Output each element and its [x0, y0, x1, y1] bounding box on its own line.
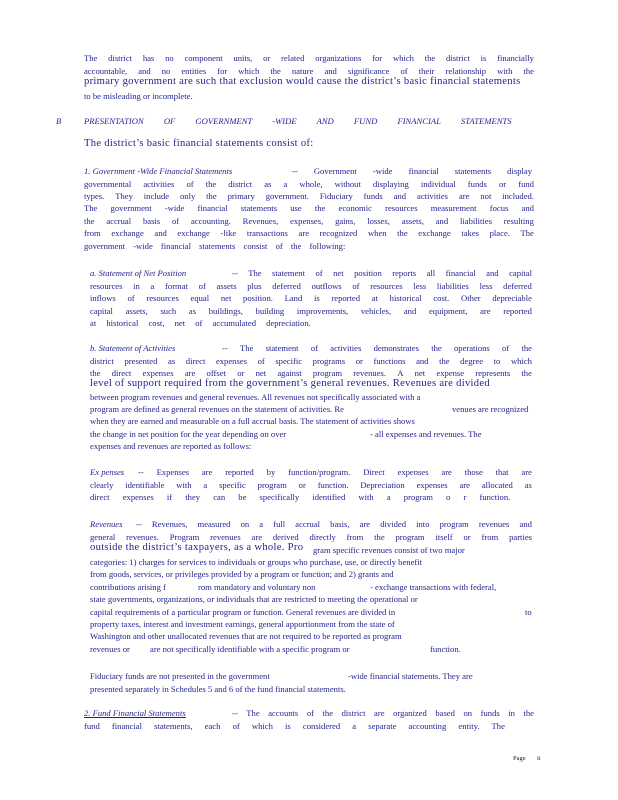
revenues-line-0: -- Revenues, measured on a full accrual basis, are divided into program revenues and	[136, 519, 532, 529]
gov-wide-heading: 1. Government -Wide Financial Statements	[84, 166, 233, 176]
revenues-line-15: are not specifically identifiable with a specific program or	[150, 644, 350, 654]
net-position-line-1: resources in a format of assets plus deferred outflows of resources less liabilities less deferred	[90, 281, 532, 291]
gov-wide-line-2: types. They include only the primary government. Fiduciary funds and activities are not included.	[84, 191, 534, 201]
page-label: Page	[513, 755, 526, 762]
gov-wide-line-3: The government -wide financial statements use the economic resources measurement focus and	[84, 203, 534, 213]
revenues-line-9: state governments, organizations, or individuals that are restricted to meeting the operational or	[90, 594, 418, 604]
activities-line-4: between program revenues and general revenues. All revenues not specifically associated with a	[90, 392, 421, 402]
expenses-heading: Ex penses	[90, 467, 125, 477]
revenues-line-3: gram specific revenues consist of two major	[313, 545, 465, 555]
revenues-line-4: categories: 1) charges for services to individuals or groups who purchase, use, or directly benefit	[90, 557, 423, 567]
gov-wide-line-1: governmental activities of the district as a whole, without displaying individual funds or fund	[84, 179, 534, 189]
section-intro: The district’s basic financial statements consist of:	[84, 138, 314, 149]
gov-wide-line-4: the accrual basis of accounting. Revenues, expenses, gains, losses, assets, and liabilities resulting	[84, 216, 534, 226]
section-heading: PRESENTATION OF GOVERNMENT -WIDE AND FUND FINANCIAL STATEMENTS	[84, 116, 512, 126]
revenues-line-6: contributions arising f	[90, 582, 166, 592]
net-position-line-0: -- The statement of net position reports all financial and capital	[232, 268, 532, 278]
activities-heading: b. Statement of Activities	[90, 343, 176, 353]
expenses-line-0: -- Expenses are reported by function/program. Direct expenses are those that are	[138, 467, 532, 477]
revenues-line-16: function.	[430, 644, 461, 654]
revenues-heading: Revenues	[90, 519, 123, 529]
activities-line-2: the direct expenses are offset or net against program revenues. A net expense represents the	[90, 368, 532, 378]
page-number: ii	[537, 755, 541, 762]
net-position-heading: a. Statement of Net Position	[90, 268, 187, 278]
fiduciary-line-2: presented separately in Schedules 5 and 6 of the fund financial statements.	[90, 684, 346, 694]
net-position-line-4: at historical cost, net of accumulated depreciation.	[90, 318, 311, 328]
fund-line-1: -- The accounts of the district are organized based on funds in the	[232, 708, 534, 718]
fiduciary-line-1b: -wide financial statements. They are	[348, 671, 473, 681]
activities-line-7: when they are earned and measurable on a full accrual basis. The statement of activities shows	[90, 416, 415, 426]
activities-line-9: - all expenses and revenues. The	[370, 429, 482, 439]
revenues-line-8: - exchange transactions with federal,	[370, 582, 497, 592]
revenues-line-14: revenues or	[90, 644, 130, 654]
activities-line-1: district presented as direct expenses of specific programs or functions and the degree to which	[90, 356, 532, 366]
fund-heading: 2. Fund Financial Statements	[84, 708, 186, 718]
gov-wide-line-5: from exchange and exchange -like transactions are recognized when the exchange takes place. The	[84, 228, 534, 238]
revenues-line-7: rom mandatory and voluntary non	[198, 582, 316, 592]
revenues-line-2: outside the district’s taxpayers, as a whole. Pro	[90, 542, 304, 553]
revenues-line-10: capital requirements of a particular program or function. General revenues are divided in	[90, 607, 396, 617]
activities-line-3: level of support required from the government’s general revenues. Revenues are divided	[90, 378, 490, 389]
intro-line-4: to be misleading or incomplete.	[84, 91, 193, 101]
fund-line-2: fund financial statements, each of which is considered a separate accounting entity. The	[84, 721, 505, 731]
gov-wide-line-0: -- Government -wide financial statements display	[292, 166, 532, 176]
net-position-line-3: capital assets, such as buildings, building improvements, vehicles, and equipment, are reported	[90, 306, 532, 316]
activities-line-5: program are defined as general revenues on the statement of activities. Re	[90, 404, 344, 414]
revenues-line-13: Washington and other unallocated revenues that are not required to be reported as program	[90, 631, 402, 641]
activities-line-10: expenses and revenues are reported as follows:	[90, 441, 252, 451]
section-letter: B	[56, 116, 62, 126]
gov-wide-line-6: government -wide financial statements consist of the following:	[84, 241, 346, 251]
fiduciary-line-1a: Fiduciary funds are not presented in the government	[90, 671, 270, 681]
activities-line-6: venues are recognized	[452, 404, 529, 414]
expenses-line-2: direct expenses if they can be specifically identified with a program o r function.	[90, 492, 511, 502]
activities-line-8: the change in net position for the year depending on over	[90, 429, 287, 439]
intro-line-2: accountable, and no entities for which the nature and significance of their relationship with the	[84, 66, 534, 76]
intro-line-3: primary government are such that exclusion would cause the district’s basic financial statements	[84, 76, 521, 87]
net-position-line-2: inflows of resources equal net position. Land is reported at historical cost. Other depreciable	[90, 293, 532, 303]
revenues-line-11: to	[525, 607, 532, 617]
revenues-line-5: from goods, services, or privileges provided by a program or function; and 2) grants and	[90, 569, 394, 579]
revenues-line-12: property taxes, interest and investment earnings, general apportionment from the state of	[90, 619, 395, 629]
expenses-line-1: clearly identifiable with a specific program or function. Depreciation expenses are allocated as	[90, 480, 532, 490]
intro-line-1: The district has no component units, or related organizations for which the district is financially	[84, 53, 534, 63]
revenues-line-1: general revenues. Program revenues are derived directly from the program itself or from parties	[90, 532, 532, 542]
activities-line-0: -- The statement of activities demonstrates the operations of the	[222, 343, 532, 353]
